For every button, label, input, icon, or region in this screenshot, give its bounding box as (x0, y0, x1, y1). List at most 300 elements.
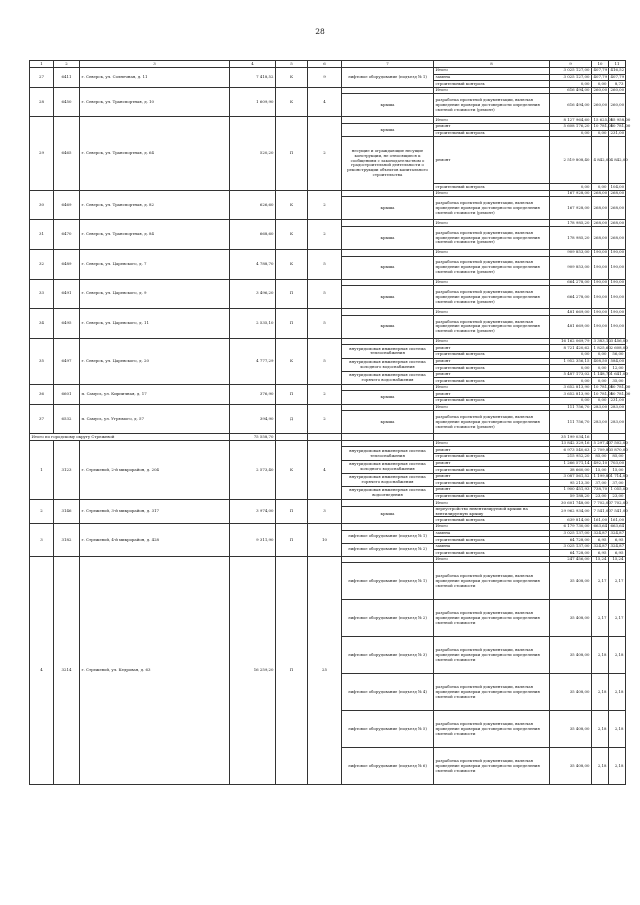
table-cell: разработка проектной документации, включая проведение проверки достоверности определения сметной стоимости (434, 711, 550, 748)
table-cell: 6495 (54, 309, 80, 339)
table-cell: 268,00 (593, 219, 608, 225)
table-cell: 2,18 (592, 637, 609, 674)
table-row (30, 338, 626, 345)
table-cell: строительный контроль (434, 81, 550, 88)
table-cell (308, 434, 342, 441)
table-cell: 3123 (54, 440, 80, 499)
table-cell: 31 (30, 220, 54, 250)
table-cell: 0,00 (592, 378, 609, 385)
table-cell: 111 756,70 (550, 404, 592, 411)
table-row (30, 556, 626, 563)
table-cell: строительный контроль (434, 517, 550, 524)
table-cell: разработка проектной документации, включая проведение проверки достоверности определения сметной стоимости (434, 563, 550, 600)
table-cell: 3 870,00 (610, 446, 628, 452)
table-cell: Итого (434, 404, 550, 411)
table-cell: 23,00 (592, 493, 609, 500)
table-cell: К (276, 68, 308, 88)
table-cell: 2,18 (609, 748, 626, 785)
table-cell: ремонт (434, 391, 550, 398)
table-cell: 247 456,00 (550, 556, 592, 563)
table-cell: строительный контроль (434, 467, 550, 474)
table-cell: 36 (30, 384, 54, 404)
table-cell: 3 087 561,52 (550, 473, 592, 480)
table-cell: 37,00 (609, 480, 626, 487)
table-cell: 1 199,80 (593, 473, 611, 479)
table-cell: 0,00 (550, 398, 592, 405)
table-cell: крыша (342, 94, 434, 117)
table-cell: 3 652 813,90 (550, 384, 592, 391)
table-cell: разработка проектной документации, включая проведение проверки достоверности определения сметной стоимости (ремонт) (434, 94, 550, 117)
table-cell: 0,00 (592, 365, 609, 372)
table-cell: Итого (434, 556, 550, 563)
table-cell: Итого (434, 500, 550, 507)
table-cell: внутридомовая инженерная система теплоснабжения (342, 345, 434, 358)
table-cell: 268,00 (592, 197, 609, 220)
table-cell: Итого (434, 338, 550, 345)
table-cell: 3 (30, 523, 54, 556)
table-row (30, 440, 626, 447)
table-cell: 1 952 356,15 (550, 358, 592, 365)
table-cell (342, 220, 434, 227)
table-cell: 1 148,70 (593, 371, 611, 377)
table-cell: 283,00 (593, 404, 608, 410)
table-cell: 2,18 (592, 748, 609, 785)
table-cell: ремонт (434, 123, 550, 130)
table-cell: строительный контроль (434, 351, 550, 358)
table-cell: внутридомовая инженерная система горячего водоснабжения (342, 371, 434, 384)
table-cell: строительный контроль (434, 537, 550, 544)
table-cell: 3182 (54, 523, 80, 556)
table-cell: внутридомовая инженерная система водоотведения (342, 487, 434, 500)
table-cell: крыша (342, 315, 434, 338)
table-cell: крыша (342, 391, 434, 404)
table-cell (342, 556, 434, 563)
table-cell: строительный контроль (434, 398, 550, 405)
col-header: 5 (276, 61, 308, 68)
table-cell: строительный контроль (434, 550, 550, 557)
table-cell: 1 825,60 (593, 344, 611, 350)
table-cell (342, 279, 434, 286)
table-cell: 2,18 (592, 711, 609, 748)
table-cell: лифтовое оборудование (подъезд № 1) (342, 530, 434, 543)
table-cell: 23,00 (609, 493, 626, 500)
table-cell: 190,00 (593, 249, 608, 255)
table-cell: 15,24 (609, 556, 626, 563)
table-cell: 29 962 934,00 (550, 506, 592, 517)
table-cell: Итого (434, 87, 550, 94)
table-cell: 283,00 (610, 404, 625, 410)
table-cell: 215 952,20 (550, 454, 592, 461)
table-cell: 5 (308, 309, 342, 339)
table-cell: крыша (342, 286, 434, 309)
table-cell: 59 188,20 (550, 493, 592, 500)
table-cell: 2,18 (592, 674, 609, 711)
table-cell: 161,00 (610, 516, 625, 522)
table-cell: 0,00 (592, 398, 609, 405)
table-cell: 10 781,00 (593, 123, 614, 129)
table-cell: 4 (30, 556, 54, 785)
table-cell: строительный контроль (434, 480, 550, 487)
table-cell: 5 487 173,02 (550, 371, 592, 378)
table-cell: 394,90 (230, 404, 276, 434)
table-cell: 15 625,00 (593, 116, 614, 122)
table-cell: 4 842,00 (609, 137, 626, 184)
table-cell: 178 985,20 (550, 226, 592, 249)
table-cell: 25 (308, 556, 342, 785)
table-cell: 2,18 (609, 711, 626, 748)
table-cell: Д (276, 404, 308, 434)
table-cell: разработка проектной документации, включая проведение проверки достоверности определения сметной стоимости (434, 600, 550, 637)
table-cell: г. Северск, ул. Транспортная, д. 10 (80, 87, 230, 117)
table-cell: К (276, 338, 308, 384)
repair-program-table (29, 60, 631, 785)
table-cell: 2 (308, 220, 342, 250)
table-cell: 190,00 (610, 308, 625, 314)
table-cell: 3 383,10 (593, 338, 611, 344)
table-cell: К (276, 249, 308, 279)
table-cell: 1 266 571,14 (550, 460, 592, 467)
table-row (30, 220, 626, 227)
table-cell: 5 297,40 (593, 440, 611, 446)
table-cell: 95 213,30 (550, 480, 592, 487)
table-cell: 376,90 (230, 384, 276, 404)
table-cell: г. Северск, ул. Царевского, д. 20 (80, 338, 230, 384)
table-cell: 35,00 (609, 378, 626, 385)
table-cell: разработка проектной документации, включая проведение проверки достоверности определения сметной стоимости (ремонт) (434, 286, 550, 309)
table-cell: 190,00 (592, 315, 609, 338)
table-cell: крыша (342, 506, 434, 523)
table-row (30, 523, 626, 530)
table-cell (342, 384, 434, 391)
page-number: 28 (315, 27, 325, 36)
table-cell: 9 311,90 (230, 523, 276, 556)
table-cell: 626,60 (230, 190, 276, 220)
table-cell: г. Северск, ул. Царевского, д. 7 (80, 249, 230, 279)
table-cell: г. Стрежевой, 4-й микрорайон, д. 428 (80, 523, 230, 556)
table-cell: ремонт (434, 487, 550, 494)
table-row (30, 384, 626, 391)
table-row (30, 434, 626, 441)
table-cell: ремонт (434, 358, 550, 365)
table-cell: 584,00 (610, 357, 625, 363)
table-cell: Итого (434, 279, 550, 286)
table-cell: 0,00 (592, 130, 609, 137)
table-cell: 7 702,00 (593, 499, 611, 505)
table-cell: 268,00 (610, 219, 625, 225)
table-cell: 37,00 (592, 480, 609, 487)
table-cell: 2 (308, 404, 342, 434)
table-cell: 190,00 (593, 278, 608, 284)
table-cell: 3 025 137,00 (550, 530, 592, 537)
table-cell: строительный контроль (434, 378, 550, 385)
table-cell: ремонт (434, 447, 550, 454)
table-cell: 283,00 (609, 411, 626, 434)
table-cell: 10 781,00 (593, 384, 614, 390)
table-cell: 2,17 (609, 563, 626, 600)
table-cell: внутридомовая инженерная система горячего водоснабжения (342, 473, 434, 486)
table-cell: 3214 (54, 556, 80, 785)
table-cell: 3 (308, 500, 342, 524)
table-cell (342, 523, 434, 530)
column-number-row (30, 61, 626, 68)
table-cell: лифтовое оборудование (подъезд № 1) (342, 563, 434, 600)
table-cell: внутридомовая инженерная система теплоснабжения (342, 447, 434, 460)
table-cell: г. Северск, ул. Транспортная, д. 64 (80, 117, 230, 190)
table-cell: п. Самусь, ул. Кирпичная, д. 17 (80, 384, 230, 404)
table-cell: Итого (434, 309, 550, 316)
table-cell: строительный контроль (434, 493, 550, 500)
table-cell (342, 249, 434, 256)
table-cell: разработка проектной документации, включая проведение проверки достоверности определения сметной стоимости (434, 674, 550, 711)
table-cell: 7 541,00 (592, 506, 609, 517)
table-cell: К (276, 87, 308, 117)
table-cell: П (276, 309, 308, 339)
table-cell: несущие и ограждающие несущие конструкции, не относящиеся к сообщениям с законодательством о градостроительной деятельности о реконструкции объектов капитального строительства (342, 137, 434, 191)
col-header: 4 (230, 61, 276, 68)
table-cell: 616 494,00 (550, 87, 592, 94)
table-cell: 283,00 (592, 411, 609, 434)
table-cell: К (276, 440, 308, 499)
table-cell: 161,00 (593, 516, 608, 522)
table-cell: 6465 (54, 117, 80, 190)
table-cell: 190,00 (609, 256, 626, 279)
table-cell: 664 278,00 (550, 279, 592, 286)
table-cell: 6,95 (609, 537, 626, 544)
table-cell: 15,00 (592, 467, 609, 474)
table-cell: 324,87 (610, 543, 625, 549)
table-cell: лифтовое оборудование (подъезд № 5) (342, 711, 434, 748)
table-cell: 324,87 (593, 529, 608, 535)
table-cell: 6469 (54, 190, 80, 220)
table-cell: 6 973 540,63 (550, 447, 592, 454)
table-cell: 3 652 813,90 (550, 391, 592, 398)
table-cell: 268,00 (610, 190, 625, 196)
table-cell: лифтовое оборудование (подъезд № 1) (342, 68, 434, 88)
table-cell: 408,50 (593, 357, 608, 363)
table-cell (342, 500, 434, 507)
table-cell: 0,00 (550, 365, 592, 372)
table-cell: ремонт (434, 345, 550, 352)
table-cell: ремонт (434, 473, 550, 480)
table-cell: 416,52 (610, 67, 625, 73)
table-cell: 10 781,00 (610, 384, 631, 390)
table-cell: лифтовое оборудование (подъезд № 4) (342, 674, 434, 711)
table-cell: 1 641,00 (610, 371, 628, 377)
table-cell: 5 (308, 249, 342, 279)
table-cell: 2 (308, 384, 342, 404)
table-cell: 6411 (54, 68, 80, 88)
table-cell: 2 (30, 500, 54, 524)
table-cell: 10 (308, 523, 342, 556)
table-cell: К (276, 220, 308, 250)
table-cell: 178 985,20 (550, 220, 592, 227)
table-cell: 5 (308, 279, 342, 309)
table-cell (342, 190, 434, 197)
table-cell (434, 434, 550, 441)
table-cell: 324,87 (610, 529, 625, 535)
table-cell: 668,60 (230, 220, 276, 250)
table-cell: лифтовое оборудование (подъезд № 3) (342, 637, 434, 674)
table-cell (342, 117, 434, 124)
table-cell: 6489 (54, 249, 80, 279)
table-cell: 15,24 (592, 556, 609, 563)
table-row (30, 404, 626, 411)
table-cell: 2,17 (592, 600, 609, 637)
table-cell: разработка проектной документации, включая проведение проверки достоверности определения сметной стоимости (ремонт) (434, 226, 550, 249)
table-cell: П (276, 523, 308, 556)
table-cell: 10 781,00 (610, 390, 631, 396)
table-cell: г. Северск, ул. Царевского, д. 9 (80, 279, 230, 309)
table-row (30, 68, 626, 75)
table-cell: 29 (30, 117, 54, 190)
table-cell: 1 (30, 440, 54, 499)
table-cell: 2 709,80 (593, 446, 611, 452)
table-cell: 407,79 (593, 67, 608, 73)
table-cell: крыша (342, 197, 434, 220)
table-cell: 10 781,00 (593, 390, 614, 396)
table-cell: 0,00 (550, 130, 592, 137)
table-cell: 5 (308, 338, 342, 384)
table-cell: 4 842,00 (592, 137, 609, 184)
table-cell: 2 519 808,40 (550, 137, 592, 184)
table-cell: 2 (308, 117, 342, 190)
table-cell: разработка проектной документации, включая проведение проверки достоверности определения сметной стоимости (434, 637, 550, 674)
table-cell: внутридомовая инженерная система холодного водоснабжения (342, 358, 434, 371)
table-cell: 190,00 (593, 308, 608, 314)
table-cell: 6,95 (592, 537, 609, 544)
table-cell: г. Северск, ул. Царевского, д. 11 (80, 309, 230, 339)
col-header: 1 (30, 61, 54, 68)
table-cell: разработка проектной документации, включая проведение проверки достоверности определения сметной стоимости (434, 748, 550, 785)
table-cell: 111 756,70 (550, 411, 592, 434)
table-cell: 8 127 964,60 (550, 117, 592, 124)
table-cell: 167 928,00 (550, 197, 592, 220)
table-cell: крыша (342, 226, 434, 249)
table-cell: 35 199 034,16 (550, 434, 592, 441)
table-cell: 13 842 329,16 (550, 440, 592, 447)
table-cell (342, 440, 434, 447)
table-cell: 15,00 (609, 467, 626, 474)
table-cell: 663,64 (593, 523, 608, 529)
table-cell: 268,00 (609, 226, 626, 249)
table-cell: Итого (434, 440, 550, 447)
table-cell: 481 669,00 (550, 315, 592, 338)
table-cell: ремонт (434, 371, 550, 378)
table-cell: 260,00 (609, 94, 626, 117)
table-cell: 738,70 (593, 486, 608, 492)
table-cell: П (276, 556, 308, 785)
table-cell: 6601 (54, 384, 80, 404)
table-row (30, 279, 626, 286)
table-cell: П (276, 384, 308, 404)
table-cell: 30 601 748,00 (550, 500, 592, 507)
table-cell: 35 408,00 (550, 674, 592, 711)
table-cell: 520,20 (230, 117, 276, 190)
table-row (30, 117, 626, 124)
table-cell: 3146 (54, 500, 80, 524)
table-cell: г. Северск, ул. Транспортная, д. 84 (80, 220, 230, 250)
table-cell: 0,00 (550, 81, 592, 88)
table-cell: Итого (434, 220, 550, 227)
table-cell: 190,00 (592, 256, 609, 279)
table-cell: 2,18 (609, 637, 626, 674)
table-cell: г. Стрежевой, ул. Кедровая, д. 63 (80, 556, 230, 785)
table-cell: п. Самусь, ул. Угрюмого, д. 57 (80, 404, 230, 434)
col-header: 10 (592, 61, 609, 68)
table-cell: 28 (30, 87, 54, 117)
table-cell: 104,00 (610, 183, 625, 189)
table-cell: 33 (30, 279, 54, 309)
table-row (30, 87, 626, 94)
table-cell: лифтовое оборудование (подъезд № 2) (342, 543, 434, 556)
table-cell: г. Северск, ул. Транспортная, д. 82 (80, 190, 230, 220)
table-cell: 6450 (54, 87, 80, 117)
table-cell: 4 (308, 87, 342, 117)
table-cell: строительный контроль (434, 454, 550, 461)
table-body (30, 60, 631, 785)
table-cell: 260,00 (593, 87, 608, 93)
table-cell: 2,17 (609, 600, 626, 637)
table-cell: 64 728,00 (550, 550, 592, 557)
table-cell: 6,95 (592, 550, 609, 557)
table-cell: 1 714,00 (610, 473, 628, 479)
table-cell: П (276, 117, 308, 190)
table-cell: 27 (30, 68, 54, 88)
table-cell: 6491 (54, 279, 80, 309)
table-cell: г. Стрежевой, 2-й микрорайон, д. 204 (80, 440, 230, 499)
table-cell: 3 974,00 (230, 500, 276, 524)
table-cell: 6 179 730,00 (550, 523, 592, 530)
table-cell (342, 309, 434, 316)
table-cell: 268,00 (592, 226, 609, 249)
table-cell: 30 (30, 190, 54, 220)
table-cell (276, 434, 308, 441)
table-cell: 268,00 (593, 190, 608, 196)
table-cell: крыша (342, 123, 434, 136)
col-header: 3 (80, 61, 230, 68)
table-cell: разработка проектной документации, включая проведение проверки достоверности определения сметной стоимости (ремонт) (434, 411, 550, 434)
table-cell: 35 408,00 (550, 637, 592, 674)
table-cell: 37 (30, 404, 54, 434)
table-cell: 167 928,00 (550, 190, 592, 197)
table-cell: 56,00 (609, 351, 626, 358)
table-cell: 6532 (54, 404, 80, 434)
table-cell: внутридомовая инженерная система холодного водоснабжения (342, 460, 434, 473)
table-row (30, 500, 626, 507)
table-cell: замена (434, 543, 550, 550)
table-cell: Итого (434, 68, 550, 75)
table-cell: 35 408,00 (550, 563, 592, 600)
table-cell (342, 338, 434, 345)
table-cell: крыша (342, 256, 434, 279)
table-cell: 2 (308, 190, 342, 220)
table-cell: 3 456,00 (610, 338, 628, 344)
table-cell: 639 814,00 (550, 517, 592, 524)
table-cell: 38 660,00 (550, 467, 592, 474)
table-cell: 7 702,00 (610, 499, 628, 505)
table-cell: замена (434, 74, 550, 81)
table-cell: 35 (30, 338, 54, 384)
table-cell: 231,00 (610, 129, 625, 135)
table-cell: г. Стрежевой, 3-й микрорайон, д. 317 (80, 500, 230, 524)
table-cell: 703,00 (610, 460, 625, 466)
table-cell: П (276, 500, 308, 524)
table-cell (342, 434, 434, 441)
table-cell: 909 853,00 (550, 256, 592, 279)
table-cell: 260,00 (610, 87, 625, 93)
table-cell: К (276, 190, 308, 220)
table-cell: строительный контроль (434, 184, 550, 191)
